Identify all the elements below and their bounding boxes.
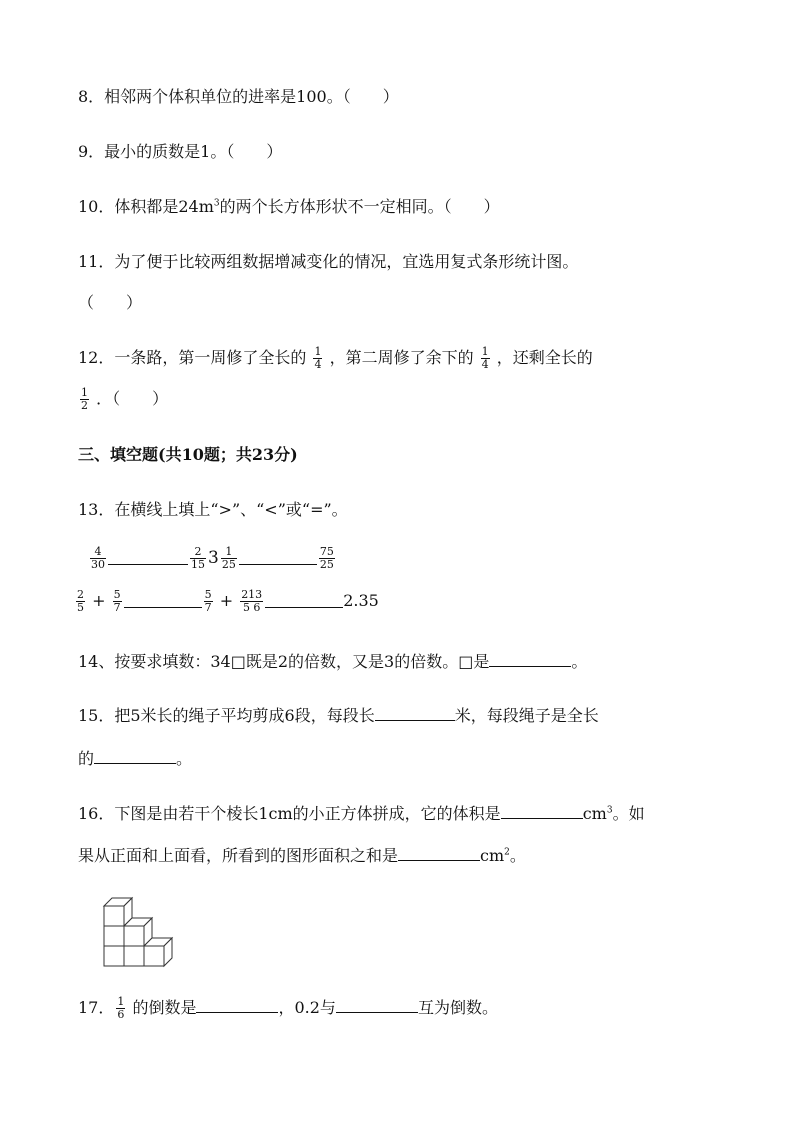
- question-11: [78, 251, 578, 273]
- fraction-denominator: 5: [77, 601, 84, 614]
- question-16-unit-2: cm: [480, 846, 505, 865]
- question-13-text: 13．在横线上填上“>”、“<”或“=”。: [78, 500, 348, 519]
- question-17-text-a: 17．: [78, 998, 115, 1017]
- question-8-text: 8．相邻两个体积单位的进率是100。（ ）: [78, 87, 399, 106]
- fraction: [221, 546, 237, 571]
- fraction: [313, 346, 322, 371]
- answer-blank[interactable]: [94, 749, 176, 764]
- fraction: [240, 589, 263, 614]
- question-11-paren: [78, 292, 142, 314]
- fraction-denominator: 7: [113, 601, 121, 614]
- fraction-denominator: 25: [221, 558, 236, 571]
- fraction-numerator: 4: [94, 545, 102, 558]
- question-10: [78, 196, 500, 218]
- question-13-row-2: [74, 589, 379, 614]
- question-11-text: 11．为了便于比较两组数据增减变化的情况，宜选用复式条形统计图。: [78, 252, 579, 271]
- plus-sign: +: [92, 591, 106, 610]
- fraction-denominator: 4: [314, 358, 322, 371]
- fraction-denominator: 6: [117, 1008, 125, 1021]
- question-15: [78, 705, 599, 727]
- question-10-text-b: 的两个长方体形状不一定相同。（ ）: [219, 197, 500, 216]
- fraction: [190, 546, 206, 571]
- question-16-text-d: 果从正面和上面看，所看到的图形面积之和是: [78, 846, 399, 865]
- question-9-text: 9．最小的质数是1。（ ）: [78, 142, 283, 161]
- fraction: [113, 589, 122, 614]
- question-12: [78, 346, 593, 371]
- question-12-text-c: ，还剩全长的: [496, 348, 593, 367]
- question-15-text-d: 。: [176, 749, 193, 768]
- question-17: [78, 996, 498, 1021]
- question-14-text-b: 。: [571, 652, 588, 671]
- fraction-denominator: 4: [481, 358, 489, 371]
- question-17-text-d: 互为倒数。: [417, 998, 498, 1017]
- mixed-whole: 3: [208, 548, 219, 568]
- question-8: [78, 86, 399, 108]
- fraction: [90, 546, 106, 571]
- fraction-denominator: 5 6: [240, 601, 263, 614]
- fraction-numerator: 75: [319, 545, 334, 558]
- question-12-text-d: ．（ ）: [96, 389, 169, 408]
- plus-sign: +: [219, 591, 234, 610]
- answer-blank[interactable]: [196, 998, 278, 1013]
- question-15-text-b: 米，每段绳子是全长: [454, 706, 599, 725]
- answer-blank[interactable]: [375, 706, 455, 721]
- fraction-numerator: 1: [117, 995, 125, 1008]
- question-15-cont: [78, 748, 192, 770]
- fraction-numerator: 2: [77, 588, 84, 601]
- question-16-sup-2: 2: [504, 847, 510, 858]
- answer-blank[interactable]: [489, 652, 571, 667]
- question-9: [78, 141, 282, 163]
- fraction-denominator: 7: [204, 601, 212, 614]
- question-10-sup: 3: [213, 198, 220, 209]
- question-16-sup-1: 3: [606, 805, 613, 816]
- question-12-cont: [78, 387, 168, 412]
- answer-blank[interactable]: [501, 804, 583, 819]
- question-13: [78, 499, 348, 521]
- fraction: [80, 387, 89, 412]
- fraction: [76, 589, 85, 614]
- fraction: [481, 346, 490, 371]
- comparison-blank[interactable]: [108, 552, 188, 565]
- question-16-unit-1: cm: [582, 804, 607, 823]
- question-16-text-f: 。: [509, 846, 526, 865]
- decimal-value: 2.35: [343, 591, 379, 610]
- section-3-title: [78, 444, 298, 466]
- question-15-text-c: 的: [78, 749, 95, 768]
- fraction-numerator: 213: [241, 588, 263, 601]
- comparison-blank[interactable]: [265, 595, 343, 608]
- question-14-text-a: 14、按要求填数：34□既是2的倍数，又是3的倍数。□是: [78, 652, 490, 671]
- question-11-paren-text: （ ）: [78, 293, 143, 312]
- fraction-denominator: 30: [91, 558, 105, 571]
- fraction-numerator: 1: [225, 545, 233, 558]
- question-16-cont: [78, 845, 526, 867]
- fraction-numerator: 1: [81, 386, 88, 399]
- fraction: [204, 589, 213, 614]
- comparison-blank[interactable]: [124, 595, 202, 608]
- question-17-text-b: 的倒数是: [132, 998, 197, 1017]
- comparison-blank[interactable]: [239, 552, 317, 565]
- fraction-denominator: 25: [319, 558, 334, 571]
- fraction: [319, 546, 335, 571]
- fraction-numerator: 1: [481, 345, 489, 358]
- question-17-text-c: ，0.2与: [278, 998, 336, 1017]
- question-16-text-c: 。如: [612, 804, 645, 823]
- cube-stack-figure: [100, 890, 184, 970]
- question-12-text-b: ，第二周修了余下的: [329, 348, 474, 367]
- fraction-numerator: 5: [113, 588, 121, 601]
- section-3-title-text: 三、填空题(共10题；共23分): [78, 445, 298, 464]
- answer-blank[interactable]: [398, 846, 480, 861]
- question-10-text-a: 10．体积都是24m: [78, 197, 214, 216]
- fraction-numerator: 2: [194, 545, 202, 558]
- answer-blank[interactable]: [336, 998, 418, 1013]
- fraction-denominator: 15: [191, 558, 205, 571]
- question-16-text-a: 16．下图是由若干个棱长1cm的小正方体拼成，它的体积是: [78, 804, 501, 823]
- question-14: [78, 651, 587, 673]
- question-15-text-a: 15．把5米长的绳子平均剪成6段，每段长: [78, 706, 375, 725]
- fraction-numerator: 1: [314, 345, 322, 358]
- question-13-row-1: [88, 546, 337, 571]
- fraction: [116, 996, 125, 1021]
- question-12-text-a: 12．一条路，第一周修了全长的: [78, 348, 307, 367]
- fraction-denominator: 2: [81, 399, 88, 412]
- fraction-numerator: 5: [204, 588, 212, 601]
- question-16: [78, 803, 645, 825]
